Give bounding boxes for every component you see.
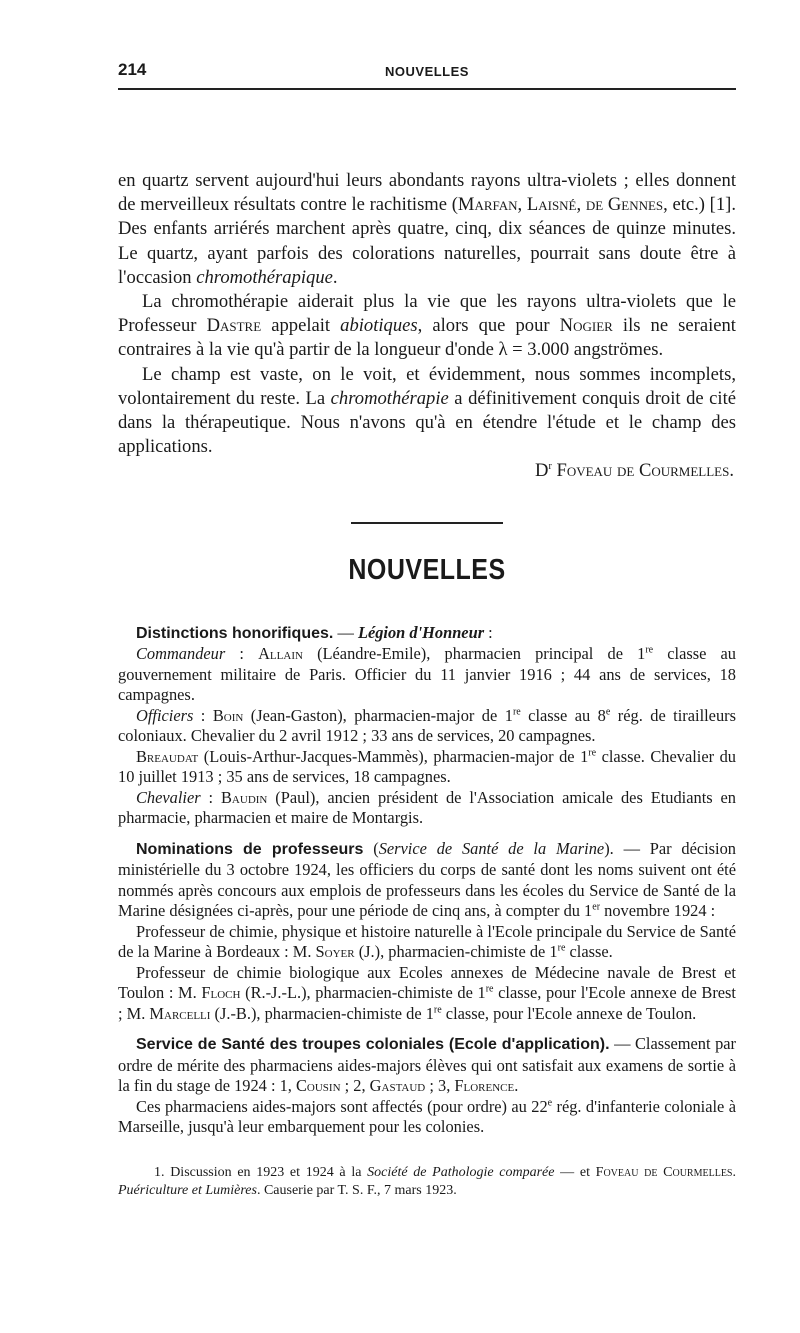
news-entry: Professeur de chimie biologique aux Ecoles annexes de Médecine navale de Brest et Toulon : M. Floch (R.-J.-L.), pharmacien-chimiste de 1re classe, pour l'Ecole annexe de Brest ; M. Marcelli (J.-B.), pharmacien-chimiste de 1re classe, pour l'Ecole annexe de Toulon. (118, 962, 736, 1023)
service-heading: Service de Santé des troupes coloniales (Ecole d'application). — Classement par ordre de mérite des pharmaciens aides-majors élèves qui ont satisfait aux examens de sortie à la fin du stage de 1924 : 1, Cousin ; 2, Gastaud ; 3, Florence. (118, 1034, 737, 1096)
news-entry: Commandeur : Allain (Léandre-Emile), pharmacien principal de 1re classe au gouvernement militaire de Paris. Officier du 11 janvier 1916 ; 44 ans de services, 18 campagnes. (118, 644, 736, 705)
news-entry: Ces pharmaciens aides-majors sont affectés (pour ordre) au 22e rég. d'infanterie coloniale à Marseille, jusqu'à leur embarquement pour les colonies. (118, 1096, 736, 1137)
footnote: 1. Discussion en 1923 et 1924 à la Société de Pathologie comparée — et Foveau de Courmelles. Puériculture et Lumières. Causerie par T. S. F., 7 mars 1923. (118, 1164, 736, 1199)
news-entry: Breaudat (Louis-Arthur-Jacques-Mammès), pharmacien-major de 1re classe. Chevalier du 10 juillet 1913 ; 35 ans de services, 18 campagnes. (118, 746, 736, 787)
news-entry: Chevalier : Baudin (Paul), ancien président de l'Association amicale des Etudiants en pharmacie, pharmacien et maire de Montargis. (118, 787, 736, 828)
paragraph: en quartz servent aujourd'hui leurs abondants rayons ultra-violets ; elles donnent de merveilleux résultats contre le rachitisme (Marfan, Laisné, de Gennes, etc.) [1]. Des enfants arriérés marchent après quatre, cinq, dix séances de quinze minutes. Le quartz, ayant parfois des colorations naturelles, pourrait sans doute être à l'occasion chromothérapique. (118, 170, 737, 288)
signature: $D^r$ Foveau de Courmelles. (535, 460, 734, 482)
section-divider (351, 522, 503, 524)
intro-text (118, 169, 736, 484)
nominations-heading: Nominations de professeurs (Service de Santé de la Marine). — Par décision ministérielle du 3 octobre 1924, les officiers du corps de santé dont les noms suivent ont été nommés après concours aux emplois de professeurs dans les écoles du Service de Santé de la Marine désignées ci-après, pour une période de cinq ans, à compter du 1er novembre 1924 : (118, 838, 737, 921)
footnote-ref: 1 (715, 194, 726, 216)
running-title: NOUVELLES (385, 64, 469, 79)
news-section (118, 623, 736, 1138)
running-head (118, 54, 736, 90)
section-title: NOUVELLES (348, 553, 506, 586)
paragraph: Le champ est vaste, on le voit, et évidemment, nous sommes incomplets, volontairement du reste. La chromothérapie a définitivement conquis droit de cité dans la thérapeutique. Nous n'avons qu'à en étendre l'étude et le champ des applications. (118, 363, 737, 458)
page (118, 54, 736, 1215)
paragraph: La chromothérapie aiderait plus la vie que les rayons ultra-violets que le Professeur Dastre appelait abiotiques, alors que pour Nogier ils ne seraient contraires à la vie qu'à partir de la longueur d'onde λ = 3.000 angströmes. (118, 291, 736, 361)
news-entry: Professeur de chimie, physique et histoire naturelle à l'Ecole principale du Service de Santé de la Marine à Bordeaux : M. Soyer (J.), pharmacien-chimiste de 1re classe. (118, 921, 736, 962)
news-entry: Officiers : Boin (Jean-Gaston), pharmacien-major de 1re classe au 8e rég. de tirailleurs coloniaux. Chevalier du 2 avril 1912 ; 33 ans de services, 20 campagnes. (118, 705, 736, 746)
page-number: 214 (118, 60, 147, 79)
distinctions-heading: Distinctions honorifiques. — Légion d'Honneur : (136, 622, 493, 642)
